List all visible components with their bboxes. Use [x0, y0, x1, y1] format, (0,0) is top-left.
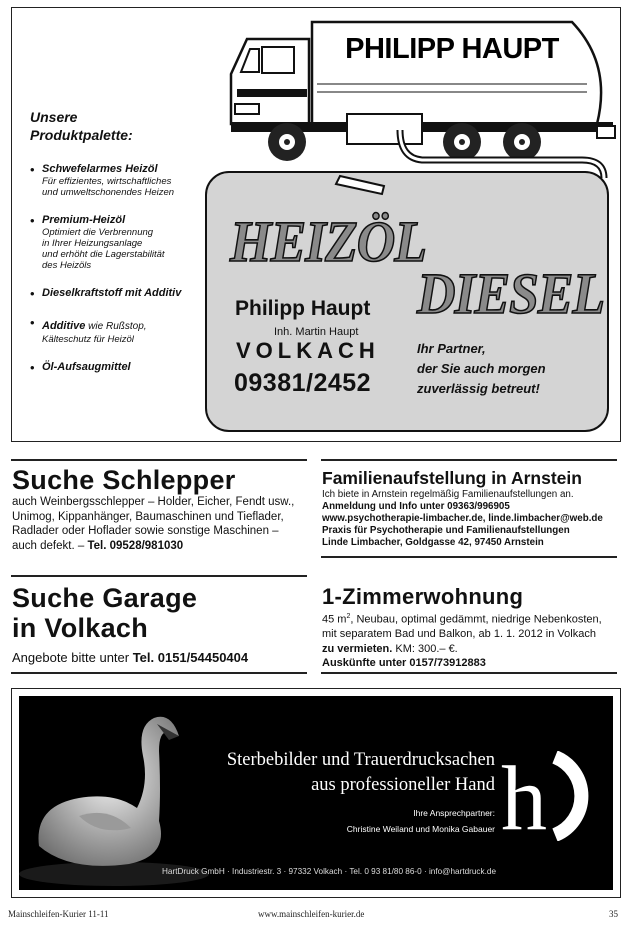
product-item: • Öl-Aufsaugmittel — [30, 361, 220, 374]
product-item: • Premium-Heizöl Optimiert die Verbrennung in Ihrer Heizungsanlage und erhöht die Lagerstabilität des Heizöls — [30, 214, 220, 271]
owner-name: Inh. Martin Haupt — [274, 326, 359, 338]
product-range-heading: Unsere Produktpalette: — [30, 109, 133, 143]
classified-title: Suche Schlepper — [12, 465, 236, 495]
truck-brand-name: PHILIPP HAUPT — [345, 33, 559, 65]
footer-website[interactable]: www.mainschleifen-kurier.de — [258, 909, 365, 919]
divider — [11, 459, 307, 461]
product-list — [30, 163, 220, 390]
classified-schlepper: Suche Schlepper auch Weinbergsschlepper – Holder, Eicher, Fendt usw., Unimog, Kippanhänger, Baumaschinen und Tieflader, Radlader oder Hoflader sowie sonstige Maschinen – auch defekt. – Tel. 09528/981030 — [12, 465, 312, 553]
classified-familienaufstellung: Familienaufstellung in Arnstein Ich biete in Arnstein regelmäßig Familienaufstellungen an. Anmeldung und Info unter 09363/996905 www.psychotherapie-limbacher.de, linde.limbacher@web.de Praxis für Psychotherapie und Familienaufstellungen Linde Limbacher, Goldgasse 42, 97450 Arnstein — [322, 468, 622, 549]
company-name: Philipp Haupt — [235, 297, 371, 320]
classified-wohnung: 1-Zimmerwohnung 45 $m^2$, Neubau, optimal gedämmt, niedrige Nebenkosten, mit separatem Bad und Balkon, ab 1. 1. 2012 in Volkach zu vermieten. KM: 300.– €. Auskünfte unter 0157/73912883 — [322, 584, 622, 671]
company-phone: 09381/2452 — [234, 369, 372, 397]
partner-slogan: Ihr Partner, der Sie auch morgen zuverlässig betreut! — [417, 341, 546, 396]
divider — [321, 556, 617, 558]
classified-title: 1-Zimmerwohnung — [322, 584, 524, 609]
classified-title: in Volkach — [12, 613, 149, 643]
contact-label: Ihre Ansprechpartner: — [413, 808, 495, 818]
printing-ad — [11, 688, 621, 898]
contact-names: Christine Weiland und Monika Gabauer — [346, 824, 495, 834]
company-address: HartDruck GmbH · Industriestr. 3 · 97332 Volkach · Tel. 0 93 81/80 86-0 · info@hartdruck.de — [162, 867, 496, 876]
product-item: • Dieselkraftstoff mit Additiv — [30, 287, 220, 300]
divider — [321, 459, 617, 461]
heizoel-wordmark: HEIZÖL — [230, 209, 427, 274]
contact-phone: Tel. 09528/981030 — [87, 539, 184, 552]
product-item: • Schwefelarmes Heizöl Für effizientes, wirtschaftliches und umweltschonendes Heizen — [30, 163, 220, 198]
divider — [321, 672, 617, 674]
classified-garage: Suche Garage in Volkach Angebote bitte unter Tel. 0151/54450404 — [12, 583, 312, 666]
divider — [11, 672, 307, 674]
hartdruck-logo — [497, 751, 597, 841]
classified-title: Suche Garage — [12, 583, 198, 613]
fuel-hose-illustration — [312, 128, 612, 208]
ad-headline: Sterbebilder und Trauerdrucksachen aus professioneller Hand — [226, 750, 495, 795]
classified-title: Familienaufstellung in Arnstein — [322, 468, 582, 488]
company-town: VOLKACH — [236, 338, 380, 363]
svg-text:h: h — [501, 751, 547, 841]
page-number: 35 — [609, 909, 618, 919]
footer-issue: Mainschleifen-Kurier 11-11 — [8, 909, 109, 919]
divider — [11, 575, 307, 577]
contact-phone: Tel. 0151/54450404 — [132, 650, 249, 665]
printing-ad-panel — [19, 696, 613, 890]
product-item: • Additive wie Rußstop, Kälteschutz für Heizöl — [30, 316, 220, 345]
heating-oil-ad — [11, 7, 621, 442]
diesel-wordmark: DIESEL — [417, 261, 605, 326]
